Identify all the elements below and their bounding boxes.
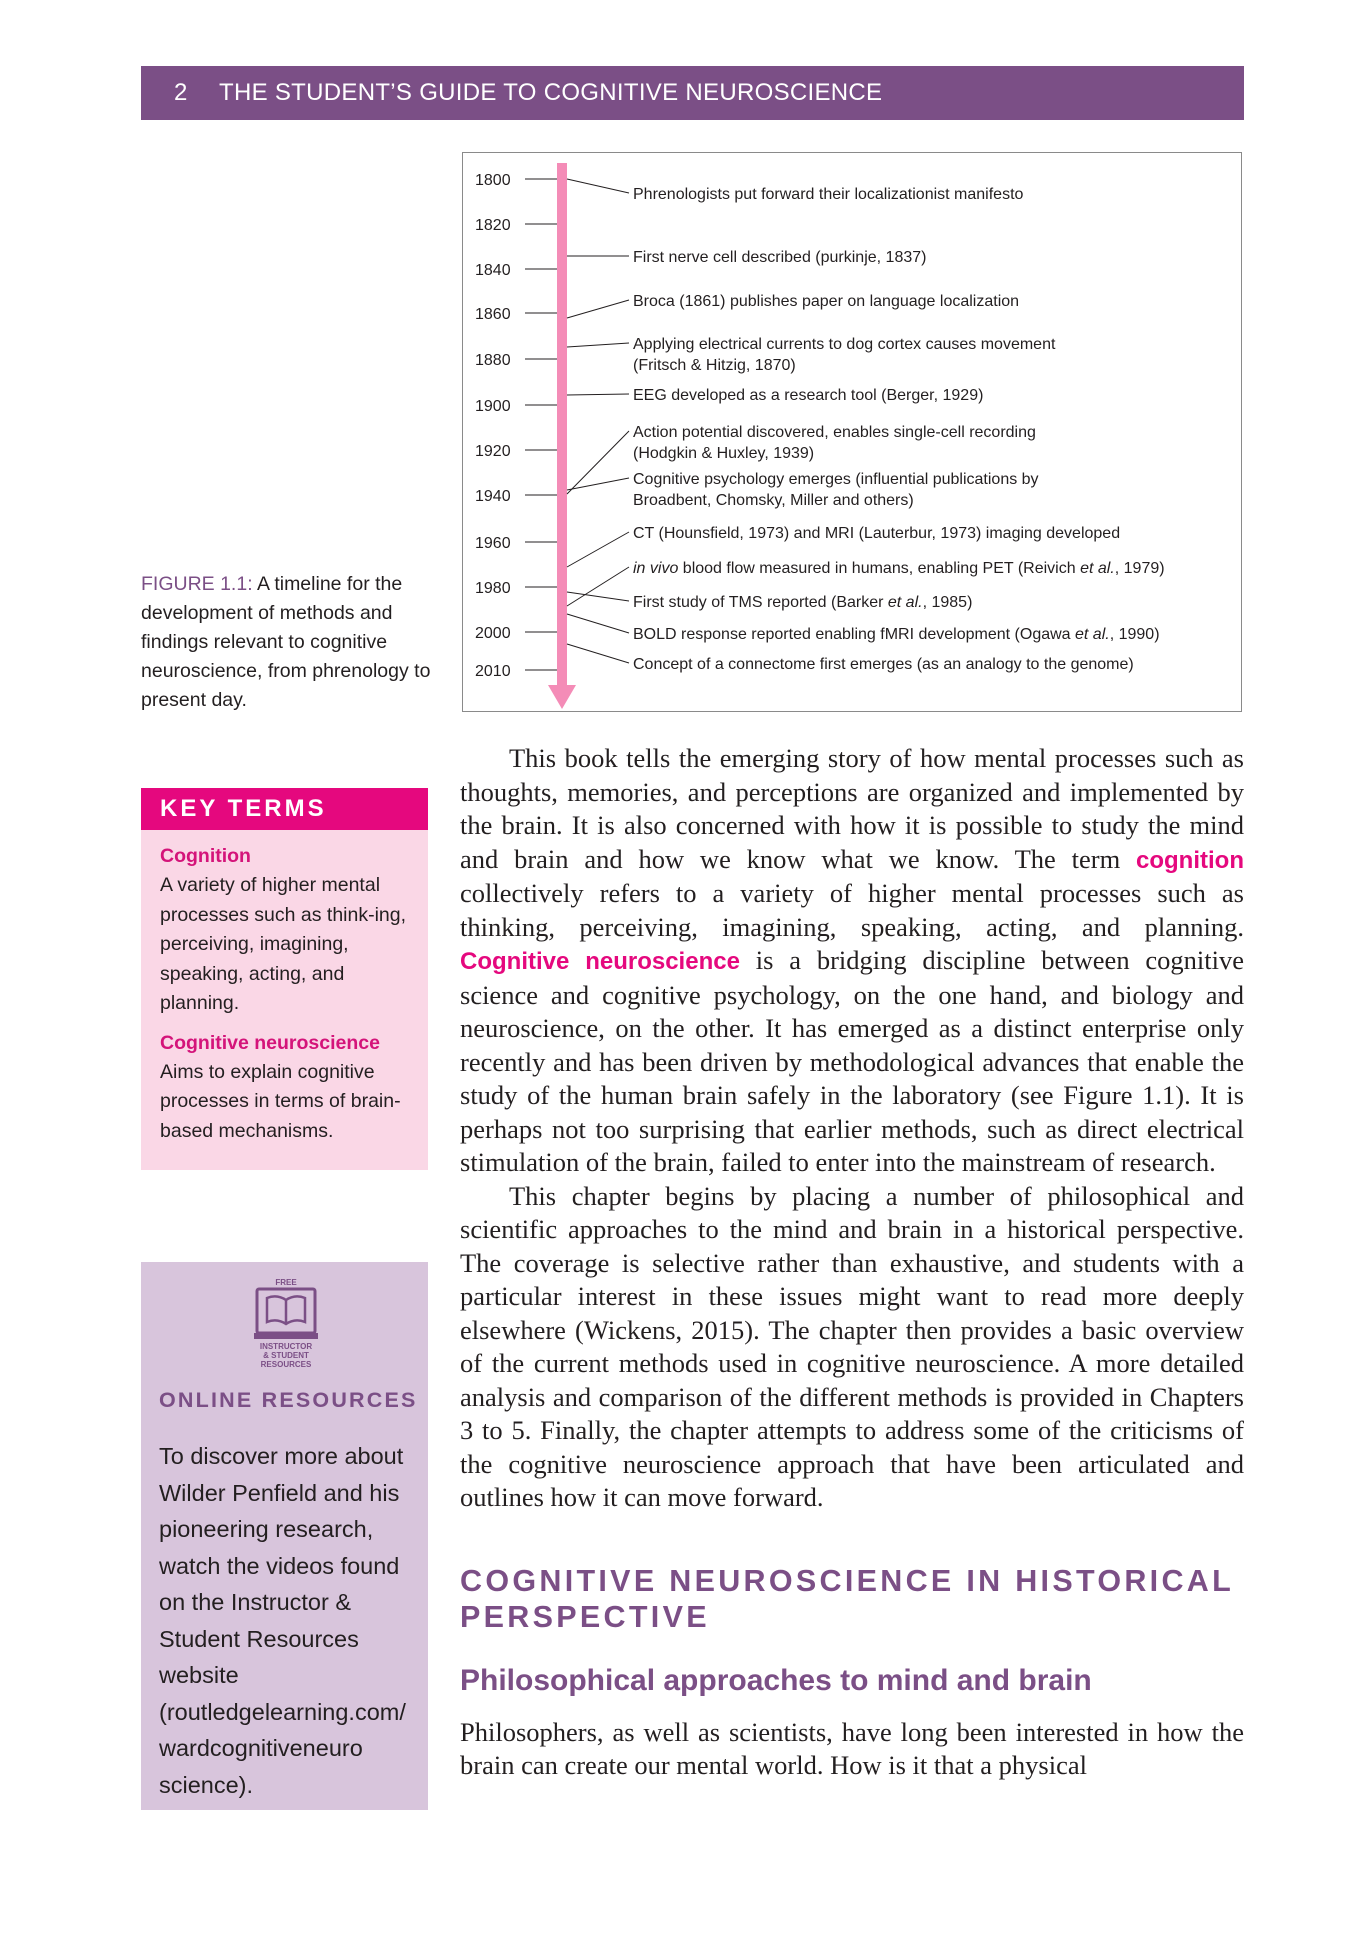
timeline-event-text: in vivo blood flow measured in humans, enabling PET (Reivich et al., 1979) [633,560,1165,577]
running-title: THE STUDENT’S GUIDE TO COGNITIVE NEUROSCIENCE [219,79,883,106]
timeline-arrow-shaft [557,163,567,688]
subsection-heading: Philosophical approaches to mind and brain [460,1663,1092,1697]
timeline-year-label: 1840 [475,262,511,279]
timeline-event-text: Broadbent, Chomsky, Miller and others) [633,492,914,509]
key-term: Cognition [160,845,251,867]
text-run: is a bridging discipline between cognitive science and cognitive psychology, on the one hand, and biology and neuroscience, on the other. It has emerged as a distinct enterprise only recently and has been driven by methodological advances that enable the study of the human brain safely in the laboratory (see Figure 1.1). It is perhaps not too surprising that earlier methods, such as direct electrical stimulation of the brain, failed to enter into the mainstream of research. [460,945,1244,1177]
timeline-year-label: 1860 [475,306,511,323]
timeline-leader-line [567,343,629,347]
section-heading: COGNITIVE NEUROSCIENCE IN HISTORICAL PERSPECTIVE [460,1563,1234,1634]
timeline-year-label: 2000 [475,625,511,642]
icon-text-line: & STUDENT [263,1351,309,1360]
timeline-diagram [463,153,1241,711]
body-paragraph [460,742,1244,1180]
timeline-year-label: 2010 [475,663,511,680]
online-resources-box [141,1262,428,1810]
timeline-year-label: 1980 [475,580,511,597]
body-paragraph: This chapter begins by placing a number of philosophical and scientific approaches to the mind and brain in a historical perspective. The coverage is selective rather than exhaustive, and students with a particular interest in these issues might want to read more deeply elsewhere (Wickens, 2015). The chapter then provides a basic overview of the current methods used in cognitive neuroscience. A more detailed analysis and comparison of the different methods is provided in Chapters 3 to 5. Finally, the chapter attempts to address some of the criticisms of the cognitive neuroscience approach that have been articulated and outlines how it can move forward. [460,1180,1244,1512]
timeline-event-text: Applying electrical currents to dog cortex causes movement [633,336,1056,353]
timeline-event-text: BOLD response reported enabling fMRI development (Ogawa et al., 1990) [633,626,1160,643]
key-term-definition: Aims to explain cognitive processes in terms of brain-based mechanisms. [160,1060,401,1142]
page-number: 2 [174,79,188,106]
timeline-event-text: Phrenologists put forward their localizationist manifesto [633,186,1024,203]
timeline-arrow-head [548,685,576,709]
timeline-event-text: First nerve cell described (purkinje, 1837) [633,249,927,266]
timeline-leader-line [567,532,629,567]
timeline-leader-line [567,179,629,193]
figure-caption [141,570,441,715]
timeline-year-label: 1920 [475,443,511,460]
key-terms-box [141,788,428,1170]
figure-label: FIGURE 1.1: [141,573,253,595]
online-resources-text: To discover more about Wilder Penfield and his pioneering research, watch the videos found on the Instructor & Student Resources website (routledgelearning.com/ wardcognitiveneuro science). [159,1443,406,1798]
text-run: collectively refers to a variety of higher mental processes such as thinking, perceiving, imagining, speaking, acting, and planning. [460,878,1244,942]
timeline-leader-line [567,394,629,395]
body-paragraph: Philosophers, as well as scientists, have long been interested in how the brain can create our mental world. How is it that a physical [460,1716,1244,1780]
timeline-event-text: Action potential discovered, enables single-cell recording [633,424,1036,441]
key-term-highlight: cognition [1136,846,1244,874]
timeline-leader-line [567,614,629,633]
icon-text-line: RESOURCES [260,1360,312,1369]
running-header [141,66,1244,120]
timeline-event-text: Concept of a connectome first emerges (as an analogy to the genome) [633,656,1134,673]
key-terms-heading: KEY TERMS [141,788,428,830]
online-resources-title: ONLINE RESOURCES [159,1388,418,1412]
key-term-highlight: Cognitive neuroscience [460,948,740,975]
timeline-event-text: Cognitive psychology emerges (influential publications by [633,471,1039,488]
instructor-student-resources-icon [251,1276,321,1372]
timeline-event-text: EEG developed as a research tool (Berger, 1929) [633,387,984,404]
timeline-event-text: (Fritsch & Hitzig, 1870) [633,357,796,374]
icon-text-line: INSTRUCTOR [259,1342,313,1351]
timeline-year-label: 1820 [475,217,511,234]
timeline-leader-line [567,300,629,318]
timeline-year-label: 1800 [475,172,511,189]
timeline-year-label: 1940 [475,488,511,505]
key-term-definition: A variety of higher mental processes such as think-ing, perceiving, imagining, speaking, acting, and planning. [160,874,407,1014]
timeline-leader-line [567,644,629,663]
timeline-leader-line [567,431,629,494]
figure-caption-text: A timeline for the development of methods and findings relevant to cognitive neuroscience, from phrenology to present day. [141,573,431,711]
timeline-year-label: 1900 [475,398,511,415]
timeline-year-label: 1960 [475,535,511,552]
text-run: This book tells the emerging story of how mental processes such as thoughts, memories, and perceptions are organized and implemented by the brain. It is also concerned with how it is possible to study the mind and brain and how we know what we know. The term [460,743,1244,874]
timeline-year-label: 1880 [475,352,511,369]
icon-free-text: FREE [275,1278,297,1287]
timeline-event-text: Broca (1861) publishes paper on language localization [633,293,1020,310]
key-term: Cognitive neuroscience [160,1031,380,1054]
main-text [460,742,1244,1783]
timeline-event-text: (Hodgkin & Huxley, 1939) [633,445,815,462]
timeline-figure [462,152,1242,712]
timeline-event-text: First study of TMS reported (Barker et al., 1985) [633,594,973,611]
timeline-event-text: CT (Hounsfield, 1973) and MRI (Lauterbur, 1973) imaging developed [633,525,1121,542]
